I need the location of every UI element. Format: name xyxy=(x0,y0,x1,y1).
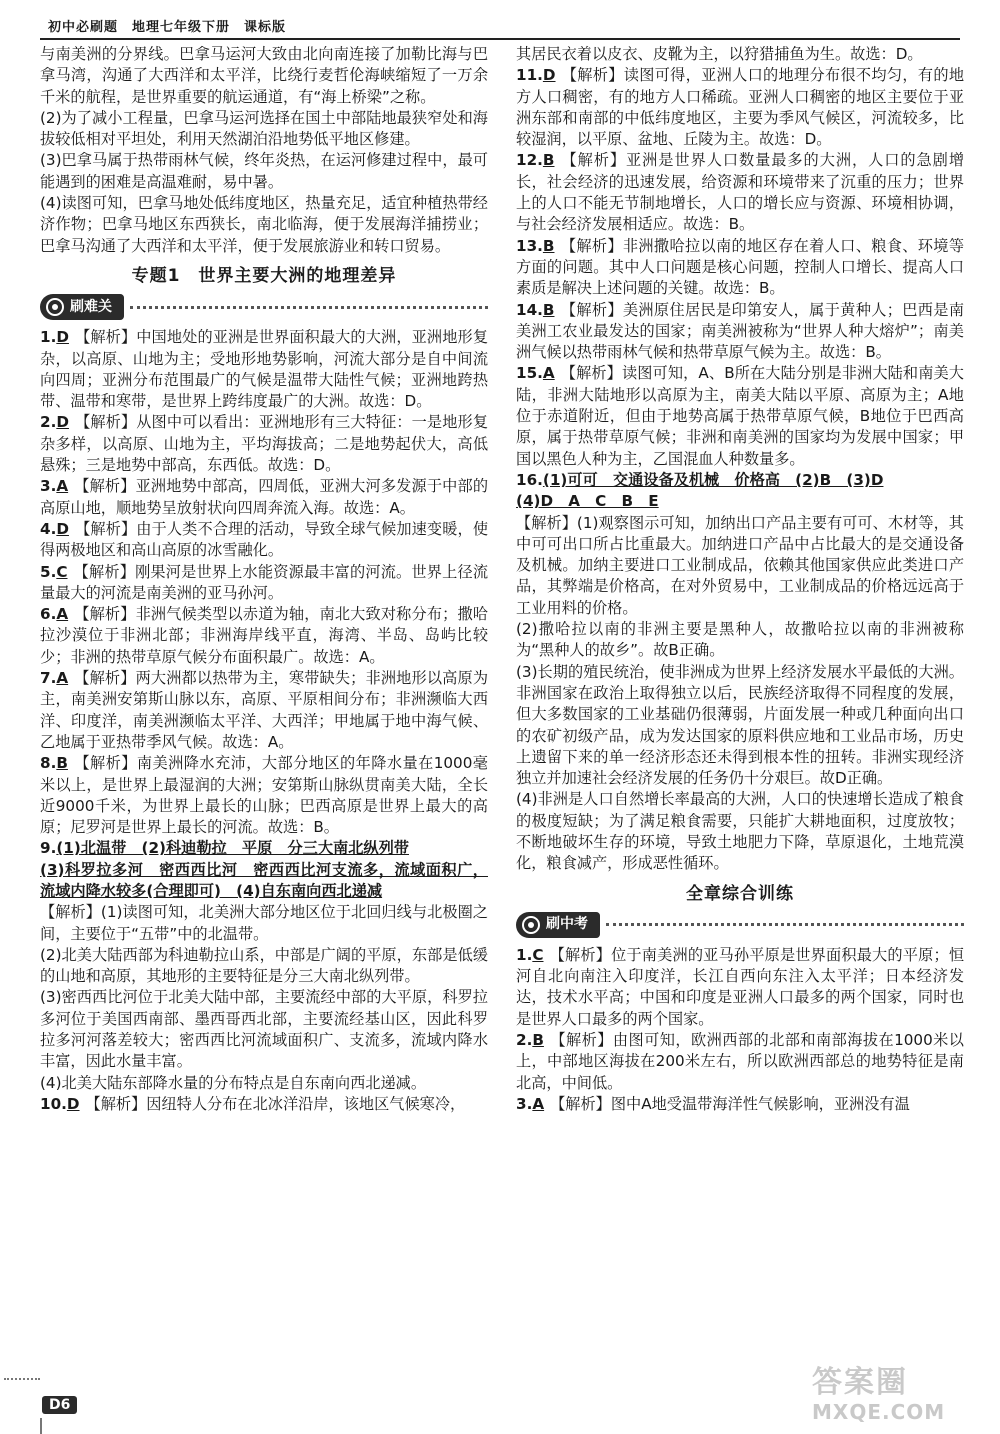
paragraph: 其居民衣着以皮衣、皮靴为主，以狩猎捕鱼为生。故选：D。 xyxy=(516,45,923,63)
badge-label: 刷中考 xyxy=(546,916,588,933)
section-badge xyxy=(516,912,600,938)
item-answer: B xyxy=(542,236,555,255)
item-text: 【解析】因纽特人分布在北冰洋沿岸，该地区气候寒冷， xyxy=(85,1094,466,1113)
item-text: 【解析】刚果河是世界上水能资源最丰富的河流。世界上径流量最大的河流是南美洲的亚马孙河。 xyxy=(40,562,488,602)
item-answer: C xyxy=(56,562,68,581)
item-answer-line: (4)D A C B E xyxy=(516,492,659,511)
section-title: 专题1 世界主要大洲的地理差异 xyxy=(131,265,397,286)
item-number: 1. xyxy=(40,328,57,347)
item-text: 【解析】美洲原住居民是印第安人，属于黄种人；巴西是南美洲工农业最发达的国家；南美洲被称为“世界人种大熔炉”；南美洲气候以热带雨林气候和热带草原气候为主。故选：B。 xyxy=(516,300,964,362)
answer-item-multi xyxy=(40,838,488,859)
answer-item xyxy=(40,753,488,838)
paragraph: 与南美洲的分界线。巴拿马运河大致由北向南连接了加勒比海与巴拿马湾，沟通了大西洋和太平洋，比绕行麦哲伦海峡缩短了一万余千米的航程，是世界重要的航运通道，有“海上桥梁”之称。 xyxy=(40,45,488,106)
item-number: 1. xyxy=(516,945,533,964)
item-number: 11. xyxy=(516,66,543,85)
item-number: 12. xyxy=(516,151,543,170)
paragraph: (2)为了减小工程量，巴拿马运河选择在国土中部陆地最狭窄处和海拔较低相对平坦处，利用天然湖泊沿地势低平地区修建。 xyxy=(40,108,488,149)
paragraph: (4)读图可知，巴拿马地处低纬度地区，热量充足，适宜种植热带经济作物；巴拿马地区东西狭长，南北临海，便于发展海洋捕捞业；巴拿马沟通了大西洋和太平洋，便于发展旅游业和转口贸易。 xyxy=(40,194,488,255)
section-badge-row xyxy=(516,911,964,939)
answer-item xyxy=(40,519,488,562)
item-answer: B xyxy=(532,1031,544,1050)
item-answer-line: (1)北温带 (2)科迪勒拉 平原 分三大南北纵列带 xyxy=(56,839,409,858)
watermark-url: MXQE.COM xyxy=(812,1400,946,1424)
answer-item xyxy=(516,236,964,300)
edge-dotted-line xyxy=(4,1378,40,1380)
item-answer: A xyxy=(56,477,69,496)
page-header: 初中必刷题 地理七年级下册 课标版 xyxy=(48,20,287,35)
item-number: 3. xyxy=(40,477,57,496)
analysis-paragraph: 【解析】(1)读图可知，北美洲大部分地区位于北回归线与北极圈之间，主要位于“五带”中的北温带。 xyxy=(40,903,488,943)
answer-item xyxy=(40,412,488,476)
item-answer: D xyxy=(542,66,556,85)
analysis-paragraph: (3)长期的殖民统治，使非洲成为世界上经济发展水平最低的大洲。非洲国家在政治上取得独立以后，民族经济取得不同程度的发展，但大多数国家的工业基础仍很薄弱，片面发展一种或几种面向出口的农矿初级产品，成为发达国家的原料供应地和工业品市场，历史上遗留下来的单一经济形态还未得到根本性的扭转。非洲实现经济独立并加速社会经济发展的任务仍十分艰巨。故D正确。 xyxy=(516,662,964,788)
left-column xyxy=(40,44,488,1115)
item-answer: A xyxy=(532,1094,545,1113)
item-number: 13. xyxy=(516,236,543,255)
dotted-divider xyxy=(606,923,964,926)
item-text: 【解析】亚洲是世界人口数量最多的大洲，人口的急剧增长，社会经济的迅速发展，给资源和环境带来了沉重的压力；世界上的人口不能无节制地增长，人口的增长应与资源、环境相协调，与社会经济发展相适应。故选：B。 xyxy=(516,151,964,234)
badge-label: 刷难关 xyxy=(70,298,112,315)
answer-item xyxy=(516,65,964,150)
item-answer: B xyxy=(56,754,68,773)
item-answer: A xyxy=(56,605,69,624)
item-answer: D xyxy=(56,328,69,347)
item-text: 【解析】非洲气候类型以赤道为轴，南北大致对称分布；撒哈拉沙漠位于非洲北部；非洲海岸线平直，海湾、半岛、岛屿比较少；非洲的热带草原气候分布面积最广。故选：A。 xyxy=(40,605,488,666)
analysis-paragraph: (4)北美大陆东部降水量的分布特点是自东南向西北递减。 xyxy=(40,1073,427,1092)
section-badge-row xyxy=(40,293,488,321)
item-answer: D xyxy=(56,519,69,538)
item-number: 3. xyxy=(516,1094,533,1113)
item-answer: A xyxy=(56,669,69,688)
right-column xyxy=(516,44,964,1115)
item-text: 【解析】南美洲降水充沛，大部分地区的年降水量在1000毫米以上，是世界上最湿润的大洲；安第斯山脉纵贯南美大陆，全长近9000千米，为世界上最长的山脉；巴西高原是世界上最大的高原；尼罗河是世界上最长的河流。故选：B。 xyxy=(40,754,488,837)
item-answer: D xyxy=(56,413,69,432)
answer-item xyxy=(516,363,964,469)
item-answer-line: (1)可可 交通设备及机械 价格高 (2)B (3)D xyxy=(542,470,884,489)
edge-line xyxy=(40,1418,42,1434)
paragraph: (3)巴拿马属于热带雨林气候，终年炎热，在运河修建过程中，最可能遇到的困难是高温难耐，易中暑。 xyxy=(40,151,488,191)
item-answer: B xyxy=(542,151,555,170)
analysis-paragraph: (3)密西西比河位于北美大陆中部，主要流经中部的大平原，科罗拉多河位于美国西南部、墨西哥西北部，主要流经基山区，因此科罗拉多河河落差较大；密西西比河流域面积广、支流多，流域内降水丰富，因此水量丰富。 xyxy=(40,988,488,1071)
item-text: 【解析】图中A地受温带海洋性气候影响，亚洲没有温 xyxy=(550,1094,910,1113)
analysis-paragraph: (2)北美大陆西部为科迪勒拉山系，中部是广阔的平原，东部是低缓的山地和高原，其地形的主要特征是分三大南北纵列带。 xyxy=(40,945,488,986)
answer-item xyxy=(40,327,488,412)
watermark xyxy=(812,1366,982,1428)
item-answer: B xyxy=(542,300,555,319)
item-text: 【解析】从图中可以看出：亚洲地形有三大特征：一是地形复杂多样，以高原、山地为主，平均海拔高；二是地势起伏大，高低悬殊；三是地势中部高，东西低。故选：D。 xyxy=(40,413,488,475)
answer-item xyxy=(516,300,964,364)
item-answer: C xyxy=(532,945,544,964)
answer-item xyxy=(516,1094,964,1115)
item-text: 【解析】两大洲都以热带为主，寒带缺失；非洲地形以高原为主，南美洲安第斯山脉以东，高原、平原相间分布；非洲濒临大西洋、印度洋，南美洲濒临太平洋、大西洋；甲地属于地中海气候、乙地属于亚热带季风气候。故选：A。 xyxy=(40,669,488,751)
item-text: 【解析】由于人类不合理的活动，导致全球气候加速变暖，使得两极地区和高山高原的冰雪融化。 xyxy=(40,519,488,560)
answer-item xyxy=(40,668,488,753)
section-badge xyxy=(40,294,124,320)
page-number: D6 xyxy=(42,1396,77,1414)
analysis-paragraph: (4)非洲是人口自然增长率最高的大洲，人口的快速增长造成了粮食的极度短缺；为了满足粮食需要，只能扩大耕地面积，过度放牧；不断地破坏生存的环境，导致土地肥力下降，草原退化，土地荒漠化，粮食减产，形成恶性循环。 xyxy=(516,790,964,873)
item-number: 6. xyxy=(40,605,57,624)
item-number: 7. xyxy=(40,669,57,688)
item-number: 15. xyxy=(516,364,543,383)
item-number: 14. xyxy=(516,300,543,319)
item-text: 【解析】亚洲地势中部高，四周低，亚洲大河多发源于中部的高原山地，顺地势呈放射状向四周奔流入海。故选：A。 xyxy=(40,477,488,517)
answer-item xyxy=(40,1094,488,1115)
watermark-logo-text: 答案圈 xyxy=(812,1365,908,1400)
answer-item xyxy=(40,562,488,605)
analysis-paragraph: 【解析】(1)观察图示可知，加纳出口产品主要有可可、木材等，其中可可出口所占比重最大。加纳进口产品中占比最大的是交通设备及机械。加纳主要进口工业制成品，依赖其他国家供应此类进口产品，其弊端是价格高，在对外贸易中，工业制成品的价格远远高于工业用料的价格。 xyxy=(516,513,964,617)
answer-item xyxy=(516,945,964,1030)
item-number: 2. xyxy=(516,1031,533,1050)
answer-item xyxy=(516,150,964,235)
answer-item xyxy=(516,1030,964,1094)
answer-item xyxy=(40,604,488,668)
answer-item-multi xyxy=(516,470,964,491)
item-text: 【解析】读图可知，A、B所在大陆分别是非洲大陆和南美大陆，非洲大陆地形以高原为主，南美大陆以平原、高原为主；A地位于赤道附近，但由于地势高属于热带草原气候，B地位于巴西高原，属于热带草原气候；非洲和南美洲的国家均为发展中国家；甲国以黑色人种为主，乙国混血人种数量多。 xyxy=(516,364,964,468)
section-title: 全章综合训练 xyxy=(686,883,794,904)
item-text: 【解析】非洲撒哈拉以南的地区存在着人口、粮食、环境等方面的问题。其中人口问题是核心问题，控制人口增长、提高人口素质是解决上述问题的关键。故选：B。 xyxy=(516,236,964,298)
item-text: 【解析】由图可知，欧洲西部的北部和南部海拔在1000米以上，中部地区海拔在200米左右，所以欧洲西部总的地势特征是南北高，中间低。 xyxy=(516,1031,964,1092)
item-text: 【解析】位于南美洲的亚马孙平原是世界面积最大的平原；恒河自北向南注入印度洋，长江自西向东注入太平洋；日本经济发达，技术水平高；中国和印度是亚洲人口最多的两个国家，同时也是世界人口最多的两个国家。 xyxy=(516,945,964,1028)
item-number: 8. xyxy=(40,754,57,773)
answer-item xyxy=(40,476,488,519)
header-rule xyxy=(40,38,960,40)
item-answer: A xyxy=(542,364,555,383)
badge-circle-icon xyxy=(46,298,64,316)
dotted-divider xyxy=(130,306,488,309)
item-number: 5. xyxy=(40,562,57,581)
item-answer: D xyxy=(66,1094,80,1113)
item-text: 【解析】中国地处的亚洲是世界面积最大的大洲，亚洲地形复杂，以高原、山地为主；受地形地势影响，河流大部分是自中间流向四周；亚洲分布范围最广的气候是温带大陆性气候；亚洲地跨热带、温带和寒带，是世界上跨纬度最广的大洲。故选：D。 xyxy=(40,328,488,411)
item-number: 9. xyxy=(40,839,57,858)
item-text: 【解析】读图可得，亚洲人口的地理分布很不均匀，有的地方人口稠密，有的地方人口稀疏。亚洲人口稠密的地区主要位于亚洲东部和南部的中低纬度地区，主要为季风气候区，河流较多，比较湿润，以平原、盆地、丘陵为主。故选：D。 xyxy=(516,66,964,149)
item-number: 10. xyxy=(40,1094,67,1113)
item-number: 2. xyxy=(40,413,57,432)
item-answer-line: (3)科罗拉多河 密西西比河 密西西比河支流多，流域面积广，流域内降水较多(合理即可) (4)自东南向西北递减 xyxy=(40,860,488,900)
analysis-paragraph: (2)撒哈拉以南的非洲主要是黑种人，故撒哈拉以南的非洲被称为“黑种人的故乡”。故B正确。 xyxy=(516,620,964,660)
badge-circle-icon xyxy=(522,916,540,934)
item-number: 4. xyxy=(40,519,57,538)
item-number: 16. xyxy=(516,470,543,489)
